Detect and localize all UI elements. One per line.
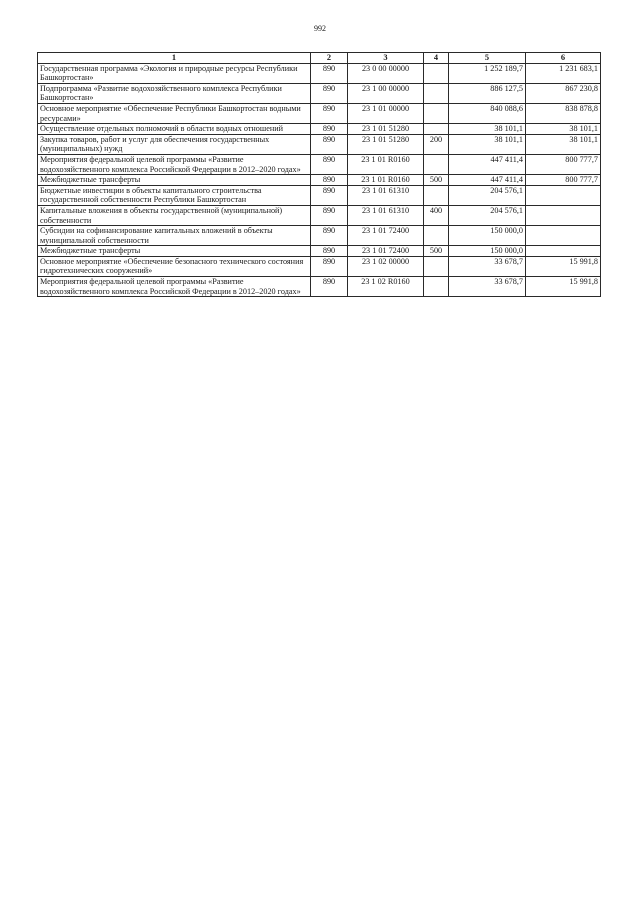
amount-col-5: 886 127,5 <box>449 83 526 103</box>
row-description: Подпрограмма «Развитие водохозяйственного комплекса Республики Башкортостан» <box>38 83 311 103</box>
expense-type-code <box>424 226 449 246</box>
target-article-code: 23 1 01 R0160 <box>348 175 424 186</box>
row-description: Мероприятия федеральной целевой программы «Развитие водохозяйственного комплекса Российской Федерации в 2012–2020 годах» <box>38 154 311 174</box>
expense-type-code <box>424 185 449 205</box>
amount-col-6: 800 777,7 <box>526 175 601 186</box>
expense-type-code: 500 <box>424 175 449 186</box>
table-row <box>38 154 601 174</box>
ministry-code: 890 <box>311 134 348 154</box>
target-article-code: 23 1 01 72400 <box>348 226 424 246</box>
target-article-code: 23 1 01 72400 <box>348 246 424 257</box>
table-row <box>38 205 601 225</box>
column-header-1: 1 <box>38 53 311 64</box>
table-row <box>38 103 601 123</box>
amount-col-6: 838 878,8 <box>526 103 601 123</box>
ministry-code: 890 <box>311 256 348 276</box>
ministry-code: 890 <box>311 83 348 103</box>
amount-col-5: 204 576,1 <box>449 185 526 205</box>
expense-type-code: 400 <box>424 205 449 225</box>
amount-col-5: 840 088,6 <box>449 103 526 123</box>
ministry-code: 890 <box>311 103 348 123</box>
row-description: Межбюджетные трансферты <box>38 175 311 186</box>
amount-col-5: 150 000,0 <box>449 226 526 246</box>
table-row <box>38 246 601 257</box>
amount-col-5: 447 411,4 <box>449 175 526 186</box>
column-header-3: 3 <box>348 53 424 64</box>
ministry-code: 890 <box>311 226 348 246</box>
expense-type-code <box>424 154 449 174</box>
amount-col-5: 33 678,7 <box>449 277 526 297</box>
table-row <box>38 175 601 186</box>
amount-col-6: 38 101,1 <box>526 124 601 135</box>
target-article-code: 23 1 02 00000 <box>348 256 424 276</box>
table-row <box>38 134 601 154</box>
amount-col-6 <box>526 205 601 225</box>
ministry-code: 890 <box>311 63 348 83</box>
amount-col-6 <box>526 246 601 257</box>
target-article-code: 23 1 01 R0160 <box>348 154 424 174</box>
expense-type-code: 200 <box>424 134 449 154</box>
target-article-code: 23 1 02 R0160 <box>348 277 424 297</box>
amount-col-6: 38 101,1 <box>526 134 601 154</box>
amount-col-6: 1 231 683,1 <box>526 63 601 83</box>
page-number: 992 <box>314 24 326 33</box>
table-row <box>38 185 601 205</box>
amount-col-6: 15 991,8 <box>526 277 601 297</box>
column-header-6: 6 <box>526 53 601 64</box>
amount-col-5: 33 678,7 <box>449 256 526 276</box>
budget-table <box>37 52 601 297</box>
expense-type-code <box>424 63 449 83</box>
ministry-code: 890 <box>311 124 348 135</box>
table-row <box>38 83 601 103</box>
table-row <box>38 277 601 297</box>
ministry-code: 890 <box>311 154 348 174</box>
expense-type-code <box>424 103 449 123</box>
row-description: Основное мероприятие «Обеспечение безопасного технического состояния гидротехнических сооружений» <box>38 256 311 276</box>
target-article-code: 23 1 00 00000 <box>348 83 424 103</box>
ministry-code: 890 <box>311 185 348 205</box>
row-description: Государственная программа «Экология и природные ресурсы Республики Башкортостан» <box>38 63 311 83</box>
row-description: Бюджетные инвестиции в объекты капитального строительства государственной собственности Республики Башкортостан <box>38 185 311 205</box>
row-description: Закупка товаров, работ и услуг для обеспечения государственных (муниципальных) нужд <box>38 134 311 154</box>
amount-col-6: 800 777,7 <box>526 154 601 174</box>
expense-type-code <box>424 124 449 135</box>
amount-col-6: 867 230,8 <box>526 83 601 103</box>
amount-col-5: 447 411,4 <box>449 154 526 174</box>
target-article-code: 23 0 00 00000 <box>348 63 424 83</box>
amount-col-6: 15 991,8 <box>526 256 601 276</box>
column-header-5: 5 <box>449 53 526 64</box>
amount-col-6 <box>526 185 601 205</box>
table-row <box>38 63 601 83</box>
row-description: Мероприятия федеральной целевой программы «Развитие водохозяйственного комплекса Российской Федерации в 2012–2020 годах» <box>38 277 311 297</box>
row-description: Основное мероприятие «Обеспечение Республики Башкортостан водными ресурсами» <box>38 103 311 123</box>
column-header-4: 4 <box>424 53 449 64</box>
table-row <box>38 226 601 246</box>
target-article-code: 23 1 01 61310 <box>348 205 424 225</box>
amount-col-5: 38 101,1 <box>449 134 526 154</box>
expense-type-code <box>424 83 449 103</box>
ministry-code: 890 <box>311 175 348 186</box>
target-article-code: 23 1 01 00000 <box>348 103 424 123</box>
row-description: Субсидии на софинансирование капитальных вложений в объекты муниципальной собственности <box>38 226 311 246</box>
amount-col-5: 150 000,0 <box>449 246 526 257</box>
target-article-code: 23 1 01 51280 <box>348 134 424 154</box>
amount-col-6 <box>526 226 601 246</box>
table-row <box>38 256 601 276</box>
row-description: Осуществление отдельных полномочий в области водных отношений <box>38 124 311 135</box>
amount-col-5: 1 252 189,7 <box>449 63 526 83</box>
ministry-code: 890 <box>311 205 348 225</box>
amount-col-5: 204 576,1 <box>449 205 526 225</box>
expense-type-code <box>424 256 449 276</box>
target-article-code: 23 1 01 61310 <box>348 185 424 205</box>
ministry-code: 890 <box>311 246 348 257</box>
expense-type-code <box>424 277 449 297</box>
amount-col-5: 38 101,1 <box>449 124 526 135</box>
row-description: Межбюджетные трансферты <box>38 246 311 257</box>
row-description: Капитальные вложения в объекты государственной (муниципальной) собственности <box>38 205 311 225</box>
table-header-row <box>38 53 601 64</box>
ministry-code: 890 <box>311 277 348 297</box>
expense-type-code: 500 <box>424 246 449 257</box>
column-header-2: 2 <box>311 53 348 64</box>
target-article-code: 23 1 01 51280 <box>348 124 424 135</box>
table-row <box>38 124 601 135</box>
